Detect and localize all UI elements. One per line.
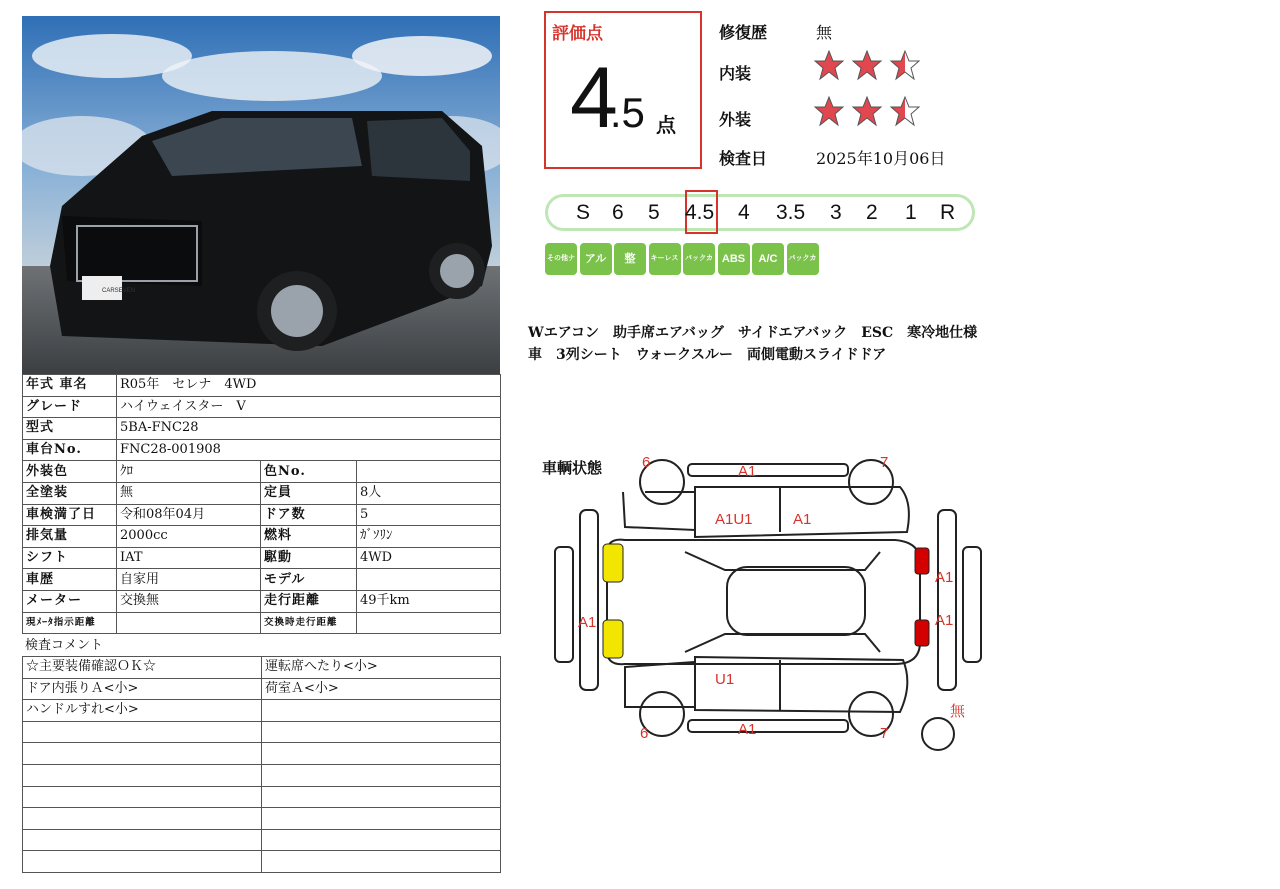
damage-mark: 6 — [642, 454, 651, 471]
spec-label: 年式 車名 — [23, 375, 117, 397]
spec-row — [23, 482, 501, 504]
comment-cell: ハンドルすれ<小> — [23, 700, 262, 722]
grade-6: 6 — [612, 201, 624, 224]
feature-icon: その他ナビ — [545, 243, 577, 275]
star-icon — [853, 97, 881, 125]
spec-label: 車検満了日 — [23, 504, 117, 526]
car-photo — [22, 16, 500, 374]
score-label: 評価点 — [552, 24, 603, 44]
grade-4.5: 4.5 — [685, 201, 715, 224]
grade-1: 1 — [905, 201, 917, 224]
comment-title: 検査コメント — [25, 638, 104, 653]
damage-yellow-front — [603, 544, 623, 582]
feature-icon: パックカメラ — [787, 243, 819, 275]
inspect-label: 検査日 — [719, 149, 768, 168]
spec-label: モデル — [261, 569, 357, 591]
comment-row — [23, 657, 501, 679]
grade-scale — [545, 194, 975, 231]
comment-cell — [262, 764, 501, 786]
inspect-date: 2025年10月06日 — [816, 149, 946, 168]
star-icon — [891, 97, 919, 125]
feature-icon: 整 — [614, 243, 646, 275]
diagram-title: 車輌状態 — [542, 459, 603, 477]
comment-cell — [262, 829, 501, 851]
grade-3.5: 3.5 — [776, 201, 806, 224]
spec-row — [23, 396, 501, 418]
spec-label: 車台No. — [23, 439, 117, 461]
comment-cell — [23, 808, 262, 830]
feature-icon: キーレス — [649, 243, 681, 275]
comment-cell — [23, 743, 262, 765]
comment-row — [23, 743, 501, 765]
spec-label: 交換時走行距離 — [261, 612, 357, 634]
spec-row — [23, 504, 501, 526]
comment-row — [23, 764, 501, 786]
spec-label: 走行距離 — [261, 590, 357, 612]
roof-rail-top — [688, 464, 848, 476]
comment-cell — [262, 851, 501, 873]
spec-row — [23, 526, 501, 548]
score-unit: 点 — [656, 113, 676, 137]
spec-value: 49千km — [357, 590, 501, 612]
spec-label: 色No. — [261, 461, 357, 483]
spec-value: 4WD — [357, 547, 501, 569]
spec-value: 交換無 — [117, 590, 261, 612]
spec-label: 現ﾒｰﾀ指示距離 — [23, 612, 117, 634]
comment-cell — [23, 721, 262, 743]
score-box — [544, 11, 702, 169]
comment-cell — [262, 743, 501, 765]
damage-yellow-rear — [603, 620, 623, 658]
spec-label: 定員 — [261, 482, 357, 504]
grade-3: 3 — [830, 201, 842, 224]
spec-label: 排気量 — [23, 526, 117, 548]
spec-value: 8人 — [357, 482, 501, 504]
spec-value: IAT — [117, 547, 261, 569]
spec-row — [23, 547, 501, 569]
spec-value — [357, 569, 501, 591]
spec-label: 車歴 — [23, 569, 117, 591]
grade-R: R — [940, 201, 956, 224]
damage-red-rear — [915, 620, 929, 646]
damage-mark: 7 — [880, 454, 889, 471]
feature-icon: A/C — [752, 243, 784, 275]
spare-tire — [922, 718, 954, 750]
spec-value: ｶﾞｿﾘﾝ — [357, 526, 501, 548]
spec-label: 全塗装 — [23, 482, 117, 504]
grade-4: 4 — [738, 201, 750, 224]
equipment-text: Wエアコン 助手席エアバッグ サイドエアバック ESC 寒冷地仕様車 3列シート ウォークスルー 両側電動スライドドア — [528, 325, 978, 363]
comment-cell — [23, 829, 262, 851]
star-icon — [815, 51, 843, 79]
spec-row — [23, 461, 501, 483]
comment-row — [23, 678, 501, 700]
damage-mark: 7 — [880, 725, 889, 742]
damage-mark: 無 — [950, 703, 966, 720]
comment-table — [22, 656, 501, 873]
grade-2: 2 — [866, 201, 878, 224]
star-icon — [853, 51, 881, 79]
spec-value — [357, 612, 501, 634]
comment-cell — [262, 700, 501, 722]
spec-value: 自家用 — [117, 569, 261, 591]
comment-row — [23, 700, 501, 722]
comment-row — [23, 851, 501, 873]
grade-5: 5 — [648, 201, 660, 224]
spec-value: 5 — [357, 504, 501, 526]
star-icon — [891, 51, 919, 79]
damage-mark: A1 — [738, 463, 757, 480]
spec-label: 駆動 — [261, 547, 357, 569]
damage-mark: A1 — [935, 612, 954, 629]
spec-label: メーター — [23, 590, 117, 612]
comment-cell: ドア内張りＡ<小> — [23, 678, 262, 700]
damage-mark: A1 — [578, 614, 597, 631]
damage-mark: A1 — [935, 569, 954, 586]
spec-row — [23, 418, 501, 440]
comment-cell — [262, 721, 501, 743]
spec-value: ハイウェイスター V — [117, 396, 501, 418]
spec-value: FNC28-001908 — [117, 439, 501, 461]
comment-row — [23, 829, 501, 851]
spec-row — [23, 569, 501, 591]
spec-row — [23, 375, 501, 397]
interior-label: 内装 — [719, 64, 752, 83]
damage-mark: U1 — [715, 671, 735, 688]
damage-mark: A1U1 — [715, 511, 753, 528]
interior-stars — [814, 50, 934, 86]
grade-S: S — [576, 201, 591, 224]
spec-value: 2000cc — [117, 526, 261, 548]
feature-icon: バックカメラ — [683, 243, 715, 275]
comment-cell: 荷室Ａ<小> — [262, 678, 501, 700]
spec-row — [23, 612, 501, 634]
feature-icon: ABS — [718, 243, 750, 275]
damage-mark: 6 — [640, 725, 649, 742]
plate-text: CARSEVEN — [102, 288, 136, 294]
comment-row — [23, 786, 501, 808]
comment-cell: ☆主要装備確認ＯＫ☆ — [23, 657, 262, 679]
comment-cell — [262, 786, 501, 808]
score-value: 4.5 — [570, 50, 645, 146]
comment-cell: 運転席へたり<小> — [262, 657, 501, 679]
roof-rail-bottom — [688, 720, 848, 732]
spec-value: 令和08年04月 — [117, 504, 261, 526]
comment-row — [23, 808, 501, 830]
star-icon — [815, 97, 843, 125]
spec-table — [22, 374, 501, 634]
spec-row — [23, 590, 501, 612]
damage-red-front — [915, 548, 929, 574]
damage-mark: A1 — [738, 721, 757, 738]
spec-label: 燃料 — [261, 526, 357, 548]
comment-cell — [23, 786, 262, 808]
spec-label: シフト — [23, 547, 117, 569]
comment-row — [23, 721, 501, 743]
vehicle-diagram — [545, 452, 985, 762]
repair-label: 修復歴 — [719, 23, 768, 42]
feature-icon: アルミ — [580, 243, 612, 275]
spec-value: R05年 セレナ 4WD — [117, 375, 501, 397]
exterior-label: 外装 — [719, 110, 752, 129]
spec-value: 無 — [117, 482, 261, 504]
exterior-stars — [814, 96, 934, 132]
spec-row — [23, 439, 501, 461]
spec-label: 型式 — [23, 418, 117, 440]
spec-value — [357, 461, 501, 483]
damage-mark: A1 — [793, 511, 812, 528]
spec-label: ドア数 — [261, 504, 357, 526]
spec-value — [117, 612, 261, 634]
spec-label: 外装色 — [23, 461, 117, 483]
spec-label: グレード — [23, 396, 117, 418]
repair-value: 無 — [816, 23, 833, 42]
comment-cell — [23, 764, 262, 786]
spec-value: ｸﾛ — [117, 461, 261, 483]
spec-value: 5BA-FNC28 — [117, 418, 501, 440]
comment-cell — [23, 851, 262, 873]
comment-cell — [262, 808, 501, 830]
